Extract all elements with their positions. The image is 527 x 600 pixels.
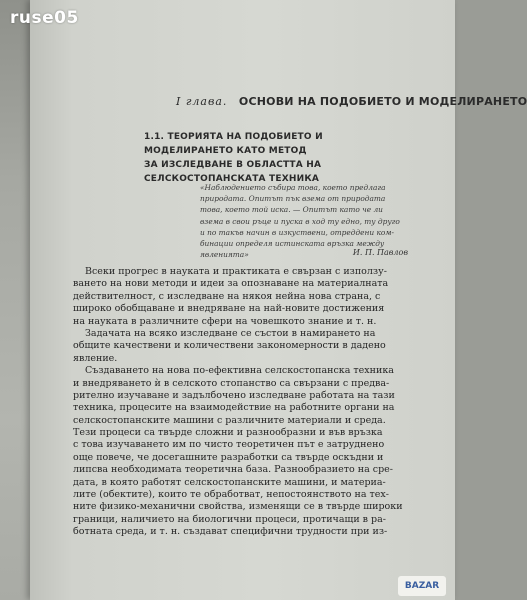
body-line: на науката в различните сфери на човешкото знание и т. н. (73, 315, 377, 327)
epigraph-author: И. П. Павлов (352, 248, 408, 257)
epigraph-line: бинации определя истинската връзка между (200, 239, 385, 249)
body-line: липсва необходимата теоретична база. Разнообразието на сре- (73, 464, 393, 476)
section-title-line: 1.1. ТЕОРИЯТА НА ПОДОБИЕТО И МОДЕЛИРАНЕТО КАТО МЕТОД (144, 132, 323, 156)
chapter-heading (176, 95, 527, 108)
marketplace-logo[interactable]: BAZAR (398, 576, 446, 596)
body-line: още повече, че досегашните разработки са твърде оскъдни и (73, 451, 384, 463)
body-line: с това изучаването им по чисто теоретичен път е затруднено (73, 439, 385, 451)
body-line: действителност, с изследване на някоя нейна нова страна, с (73, 290, 381, 302)
body-line: и внедряването ѝ в селското стопанство са свързани с предва- (73, 377, 390, 389)
body-line: широко обобщаване и внедряване на най-новите достижения (73, 303, 385, 315)
body-line: Всеки прогрес в науката и практиката е свързан с използу- (85, 266, 387, 277)
epigraph-line: явленията» (200, 250, 249, 260)
body-line: дата, в която работят селскостопанските машини, и материа- (73, 476, 386, 488)
body-line: техника, процесите на взаимодействие на работните органи на (73, 402, 395, 414)
chapter-title: ОСНОВИ НА ПОДОБИЕТО И МОДЕЛИРАНЕТО (238, 95, 527, 108)
section-title-line: ЗА ИЗСЛЕДВАНЕ В ОБЛАСТТА НА СЕЛСКОСТОПАНСКАТА ТЕХНИКА (144, 160, 322, 184)
epigraph-line: природата. Опитът пък взема от природата (200, 194, 386, 204)
body-line: Създаването на нова по-ефективна селскостопанска техника (85, 365, 394, 377)
body-line: Задачата на всяко изследване се състои в намирането на (85, 327, 376, 339)
body-line: рително изучаване и задълбочено изследване работата на тази (73, 389, 395, 401)
body-line: селскостопанските машини с различните материали и среда. (73, 414, 386, 426)
epigraph-line: и по такъв начин в изкуствени, отреддени ком- (200, 227, 394, 237)
body-line: граници, наличието на биологични процеси, протичащи в ра- (73, 513, 386, 525)
body-line: лите (обектите), които те обработват, непостоянството на тех- (73, 489, 389, 501)
epigraph-line: «Наблюдението събира това, което предлага (200, 183, 386, 192)
body-line: ването на нови методи и идеи за опознаване на материалната (73, 278, 389, 290)
section-title (144, 130, 406, 186)
body-line: общите качествени и количествени закономерности в дадено (73, 340, 386, 352)
body-line: ните физико-механични свойства, изменящи се в твърде широки (73, 501, 403, 513)
chapter-label: I глава. (176, 95, 228, 108)
body-text (73, 266, 410, 539)
body-line: ботната среда, и т. н. създават специфични трудности при из- (73, 526, 388, 538)
site-watermark: ruse05 (10, 8, 79, 28)
body-line: Тези процеси са твърде сложни и разнообразни и във връзка (73, 427, 383, 439)
epigraph-line: това, което той иска. — Опитът като че ли (200, 205, 383, 215)
epigraph-line: взема в свои ръце и пуска в ход ту едно, ту друго (200, 216, 400, 226)
body-line: явление. (73, 352, 118, 364)
